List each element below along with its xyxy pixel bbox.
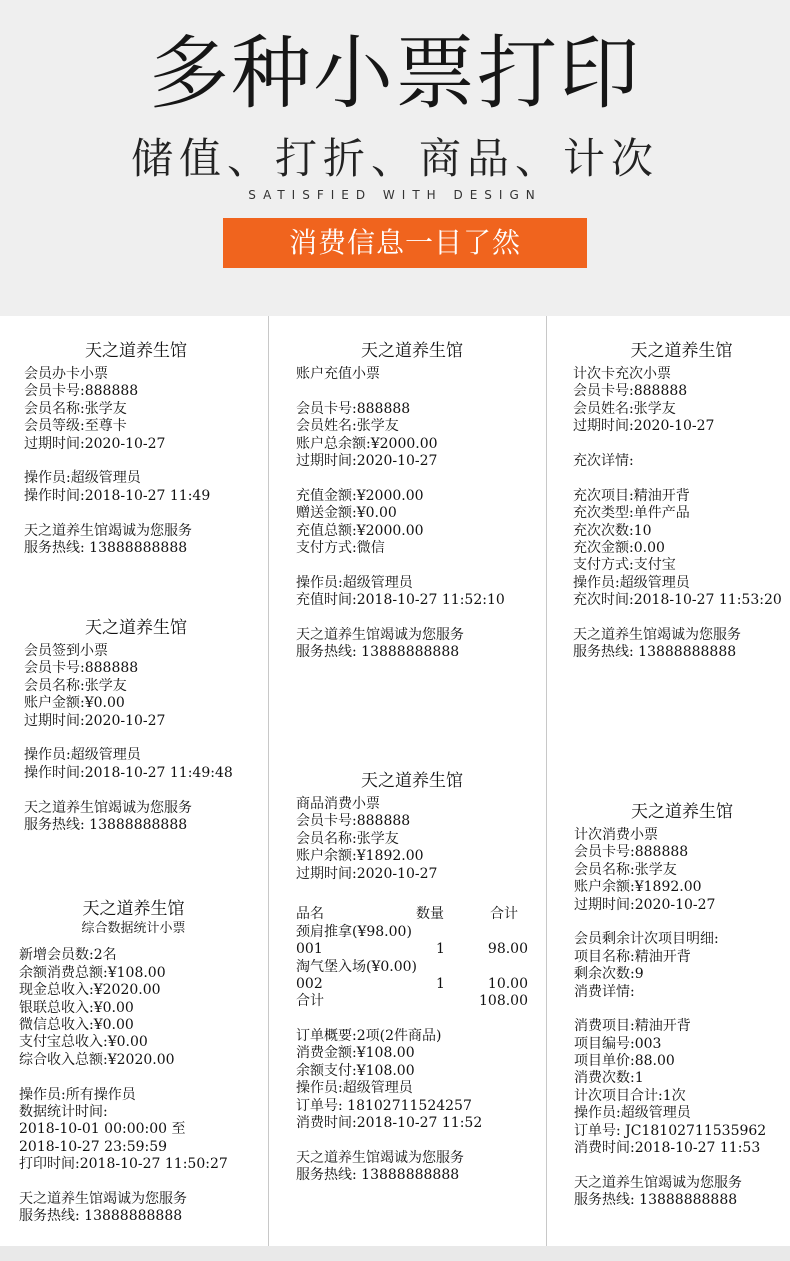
store-name: 天之道养生馆 — [630, 341, 733, 361]
receipt-line: 项目单价:88.00 — [574, 1053, 675, 1070]
receipt-line: 会员剩余计次项目明细: — [574, 931, 719, 948]
blank-line — [296, 557, 528, 574]
receipt-lines — [24, 366, 248, 557]
receipt-lines — [19, 947, 248, 1225]
items-list — [296, 924, 528, 994]
receipt-count-consumption — [574, 801, 790, 1210]
receipt-line: 会员卡号:888888 — [296, 813, 411, 830]
info-banner-button: 消费信息一目了然 — [223, 218, 587, 268]
receipt-line: 天之道养生馆竭诚为您服务 — [24, 522, 192, 539]
receipt-line: 充次类型:单件产品 — [573, 505, 690, 522]
receipt-line: 过期时间:2020-10-27 — [24, 435, 166, 452]
blank-line — [296, 1132, 528, 1149]
receipt-line: 服务热线: 13888888888 — [574, 1192, 738, 1209]
header-banner — [0, 0, 790, 316]
receipt-line: 会员卡号:888888 — [24, 660, 139, 677]
receipt-line: 现金总收入:¥2020.00 — [19, 982, 161, 999]
receipt-line: 项目名称:精油开背 — [574, 948, 691, 965]
col-total: 合计 — [490, 906, 518, 923]
item-qty: 1 — [436, 975, 445, 992]
item-total: 10.00 — [487, 975, 528, 992]
receipt-line: 服务热线: 13888888888 — [24, 816, 188, 833]
receipt-statistics — [19, 898, 248, 1226]
receipt-line: 服务热线: 13888888888 — [573, 644, 737, 661]
receipt-line: 会员等级:至尊卡 — [24, 418, 127, 435]
receipt-line: 会员卡号:888888 — [296, 400, 411, 417]
receipt-line: 充值金额:¥2000.00 — [296, 487, 424, 504]
receipt-line: 过期时间:2020-10-27 — [574, 896, 716, 913]
item-total: 98.00 — [487, 941, 528, 958]
receipt-line: 天之道养生馆竭诚为您服务 — [296, 626, 464, 643]
receipt-line: 余额消费总额:¥108.00 — [19, 964, 166, 981]
receipt-subtitle: 综合数据统计小票 — [81, 921, 186, 936]
column-divider — [546, 316, 547, 1246]
receipt-line: 充次项目:精油开背 — [573, 487, 690, 504]
receipt-line: 天之道养生馆竭诚为您服务 — [19, 1190, 187, 1207]
blank-line — [24, 453, 248, 470]
blank-line — [24, 782, 248, 799]
receipt-line: 充值总额:¥2000.00 — [296, 522, 424, 539]
receipt-line: 订单号: 18102711524257 — [296, 1097, 472, 1114]
receipt-line: 充次时间:2018-10-27 11:53:20 — [573, 592, 782, 609]
store-name: 天之道养生馆 — [82, 899, 185, 919]
receipt-line: 操作员:超级管理员 — [24, 470, 141, 487]
item-code: 002 — [296, 975, 323, 992]
tagline: SATISFIED WITH DESIGN — [248, 188, 542, 202]
receipt-lines — [573, 366, 790, 662]
store-name: 天之道养生馆 — [631, 802, 733, 822]
receipt-line: 充次金额:0.00 — [573, 539, 665, 556]
receipt-line: 账户余额:¥1892.00 — [296, 848, 424, 865]
receipt-line: 服务热线: 13888888888 — [296, 644, 460, 661]
sum-row — [296, 993, 528, 1010]
receipt-line: 消费详情: — [574, 983, 635, 1000]
receipt-head-lines — [296, 796, 528, 883]
sum-label: 合计 — [296, 993, 324, 1010]
receipt-line: 过期时间:2020-10-27 — [296, 865, 438, 882]
receipt-line: 服务热线: 13888888888 — [19, 1208, 183, 1225]
item-qty: 1 — [436, 941, 445, 958]
sum-value: 108.00 — [479, 993, 528, 1010]
receipt-recharge — [296, 340, 528, 662]
receipt-line: 会员名称:张学友 — [574, 861, 677, 878]
receipt-line: 账户金额:¥0.00 — [24, 695, 125, 712]
receipt-line: 打印时间:2018-10-27 11:50:27 — [19, 1156, 228, 1173]
store-name: 天之道养生馆 — [85, 341, 187, 361]
receipt-line: 综合收入总额:¥2020.00 — [19, 1051, 175, 1068]
receipt-line: 会员卡号:888888 — [574, 844, 689, 861]
item-row — [296, 941, 528, 958]
receipt-line: 消费时间:2018-10-27 11:52 — [296, 1115, 483, 1132]
receipt-line: 剩余次数:9 — [574, 966, 644, 983]
blank-line — [574, 1001, 790, 1018]
receipt-lines — [296, 366, 528, 662]
blank-line — [296, 470, 528, 487]
receipt-line: 充值时间:2018-10-27 11:52:10 — [296, 592, 505, 609]
receipt-membership-card — [24, 340, 248, 557]
item-row — [296, 976, 528, 993]
receipt-line: 2018-10-27 23:59:59 — [19, 1138, 168, 1155]
receipt-line: 订单号: JC18102711535962 — [574, 1122, 767, 1139]
receipt-lines — [24, 643, 248, 834]
page-subtitle: 储值、打折、商品、计次 — [130, 134, 659, 183]
receipt-line: 过期时间:2020-10-27 — [296, 452, 438, 469]
receipt-line: 会员办卡小票 — [24, 366, 108, 382]
receipt-count-recharge — [573, 340, 790, 662]
blank-line — [296, 383, 528, 400]
receipt-line: 会员姓名:张学友 — [296, 418, 399, 435]
col-qty: 数量 — [416, 906, 444, 923]
receipt-line: 操作员:超级管理员 — [24, 747, 141, 764]
blank-line — [573, 436, 790, 453]
page-title: 多种小票打印 — [149, 27, 641, 120]
item-name: 颈肩推拿(¥98.00) — [296, 923, 412, 940]
receipt-line: 微信总收入:¥0.00 — [19, 1016, 134, 1033]
receipt-line: 天之道养生馆竭诚为您服务 — [573, 626, 741, 643]
blank-line — [573, 609, 790, 626]
receipt-line: 充次次数:10 — [573, 522, 652, 539]
column-divider — [268, 316, 269, 1246]
receipt-line: 服务热线: 13888888888 — [296, 1167, 460, 1184]
receipt-line: 账户余额:¥1892.00 — [574, 879, 702, 896]
receipt-line: 支付宝总收入:¥0.00 — [19, 1034, 148, 1051]
receipt-line: 商品消费小票 — [296, 796, 380, 812]
receipt-line: 充次详情: — [573, 452, 634, 469]
blank-line — [19, 1069, 248, 1086]
receipt-line: 会员卡号:888888 — [24, 383, 139, 400]
receipt-line: 消费时间:2018-10-27 11:53 — [574, 1140, 761, 1157]
receipt-line: 服务热线: 13888888888 — [24, 539, 188, 556]
receipt-line: 操作员:超级管理员 — [296, 1080, 413, 1097]
receipt-goods-consumption — [296, 770, 528, 1185]
receipt-line: 订单概要:2项(2件商品) — [296, 1028, 442, 1045]
receipt-line: 会员名称:张学友 — [24, 677, 127, 694]
receipt-line: 支付方式:微信 — [296, 539, 385, 556]
receipt-line: 支付方式:支付宝 — [573, 557, 676, 574]
receipt-line: 计次消费小票 — [574, 827, 658, 843]
receipt-line: 天之道养生馆竭诚为您服务 — [24, 799, 192, 816]
receipt-line: 账户充值小票 — [296, 366, 380, 382]
receipt-line: 天之道养生馆竭诚为您服务 — [296, 1149, 464, 1166]
receipt-tail-lines — [296, 1028, 528, 1185]
receipt-line: 操作员:所有操作员 — [19, 1086, 136, 1103]
receipt-line: 天之道养生馆竭诚为您服务 — [574, 1174, 742, 1191]
col-name: 品名 — [296, 906, 324, 923]
receipt-line: 2018-10-01 00:00:00 至 — [19, 1121, 186, 1138]
blank-line — [19, 1173, 248, 1190]
receipt-line: 过期时间:2020-10-27 — [573, 418, 715, 435]
store-name: 天之道养生馆 — [361, 341, 463, 361]
receipt-line: 赠送金额:¥0.00 — [296, 505, 397, 522]
bottom-strip — [0, 1246, 790, 1261]
receipt-line: 操作员:超级管理员 — [574, 1105, 691, 1122]
receipt-line: 过期时间:2020-10-27 — [24, 712, 166, 729]
receipt-line: 会员姓名:张学友 — [573, 400, 676, 417]
receipt-line: 消费项目:精油开背 — [574, 1018, 691, 1035]
store-name: 天之道养生馆 — [361, 771, 463, 791]
table-header — [296, 906, 528, 923]
receipt-line: 会员卡号:888888 — [573, 383, 688, 400]
receipt-line: 数据统计时间: — [19, 1103, 108, 1120]
blank-line — [24, 730, 248, 747]
receipt-line: 会员名称:张学友 — [24, 400, 127, 417]
store-name: 天之道养生馆 — [85, 618, 187, 638]
receipt-checkin — [24, 617, 248, 834]
blank-line — [24, 505, 248, 522]
receipt-line: 银联总收入:¥0.00 — [19, 999, 134, 1016]
item-code: 001 — [296, 941, 323, 958]
receipt-line: 操作员:超级管理员 — [296, 574, 413, 591]
receipt-line: 计次卡充次小票 — [573, 366, 671, 382]
receipt-line: 消费金额:¥108.00 — [296, 1045, 415, 1062]
receipt-line: 计次项目合计:1次 — [574, 1087, 686, 1104]
receipt-line: 项目编号:003 — [574, 1035, 662, 1052]
receipt-line: 余额支付:¥108.00 — [296, 1062, 415, 1079]
receipt-line: 会员签到小票 — [24, 643, 108, 659]
blank-line — [573, 470, 790, 487]
item-name: 淘气堡入场(¥0.00) — [296, 958, 418, 975]
receipt-line: 操作员:超级管理员 — [573, 574, 690, 591]
receipt-line: 账户总余额:¥2000.00 — [296, 435, 438, 452]
blank-line — [296, 609, 528, 626]
receipt-line: 操作时间:2018-10-27 11:49 — [24, 487, 211, 504]
receipt-line: 新增会员数:2名 — [19, 947, 117, 964]
receipt-line: 操作时间:2018-10-27 11:49:48 — [24, 764, 233, 781]
receipt-lines — [574, 827, 790, 1210]
receipt-line: 会员名称:张学友 — [296, 830, 399, 847]
receipt-line: 消费次数:1 — [574, 1070, 644, 1087]
blank-line — [574, 1157, 790, 1174]
blank-line — [574, 914, 790, 931]
